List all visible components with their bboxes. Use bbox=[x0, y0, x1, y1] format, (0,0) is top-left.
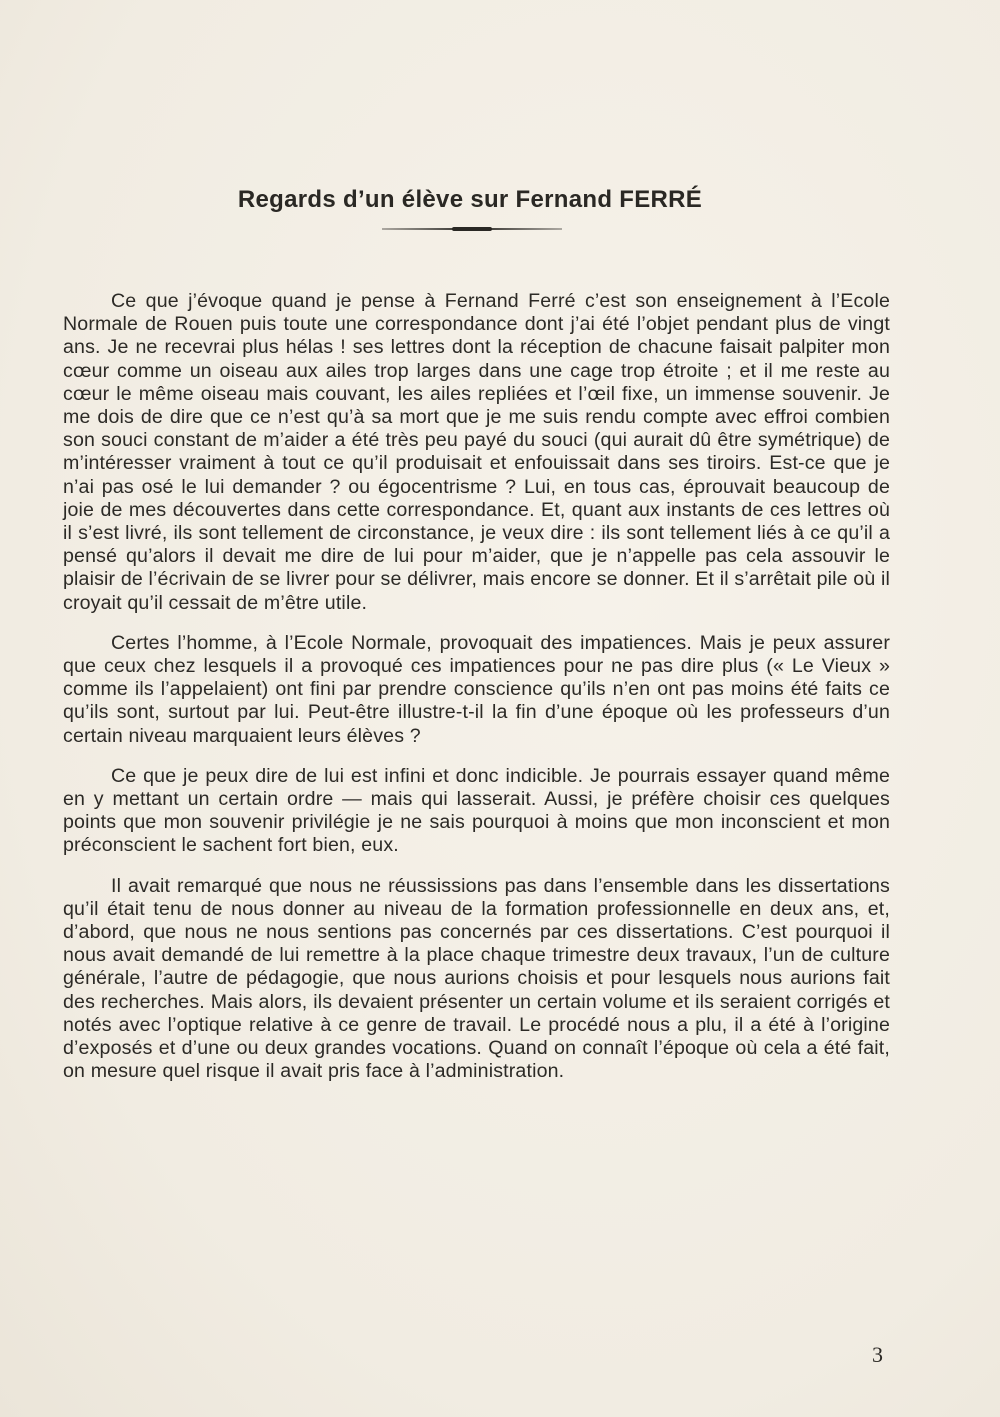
paragraph-2: Certes l’homme, à l’Ecole Normale, provoquait des impatiences. Mais je peux assurer que ceux chez lesquels il a provoqué ces impatiences pour ne pas dire plus (« Le Vieux » comme ils l’appelaient) ont fini par prendre conscience qu’ils n’en ont pas moins été faits ce qu’ils sont, surtout par lui. Peut-être illustre-t-il la fin d’une époque où les professeurs d’un certain niveau marquaient leurs élèves ? bbox=[63, 631, 890, 747]
paragraph-1: Ce que j’évoque quand je pense à Fernand Ferré c’est son enseignement à l’Ecole Normale de Rouen puis toute une correspondance dont j’ai été l’objet pendant plus de vingt ans. Je ne recevrai plus hélas ! ses lettres dont la réception de chacune faisait palpiter mon cœur comme un oiseau aux ailes trop larges dans une cage trop étroite ; et il me reste au cœur le même oiseau mais couvant, les ailes repliées et l’œil fixe, un immense souvenir. Je me dois de dire que ce n’est qu’à sa mort que je me suis rendu compte avec effroi combien son souci constant de m’aider a été très peu payé du souci (qui aurait dû être symétrique) de m’intéresser vraiment à tout ce qu’il produisait et enfouissait dans ses tiroirs. Est-ce que je n’ai pas osé le lui demander ? ou égocentrisme ? Lui, en tous cas, éprouvait beaucoup de joie de mes découvertes dans cette correspondance. Et, quant aux instants de ces lettres où il s’est livré, ils sont tellement de circonstance, je veux dire : ils sont tellement liés à ce qu’il a pensé qu’alors il devait me dire de lui pour m’aider, que je n’appelle pas cela assouvir le plaisir de l’écrivain de se livrer pour se délivrer, mais encore se donner. Et il s’arrêtait pile où il croyait qu’il cessait de m’être utile. bbox=[63, 290, 890, 614]
title-divider bbox=[382, 228, 562, 230]
article-body bbox=[63, 290, 890, 1101]
paragraph-3: Ce que je peux dire de lui est infini et donc indicible. Je pourrais essayer quand même en y mettant un certain ordre — mais qui lasserait. Aussi, je préfère choisir ces quelques points que mon souvenir privilégie je ne sais pourquoi à moins que mon inconscient et mon préconscient le sachent fort bien, eux. bbox=[63, 764, 890, 857]
paragraph-4: Il avait remarqué que nous ne réussissions pas dans l’ensemble dans les dissertations qu’il était tenu de nous donner au niveau de la formation professionnelle en deux ans, et, d’abord, que nous ne nous sentions pas concernés par ces dissertations. C’est pourquoi il nous avait demandé de lui remettre à la place chaque trimestre deux travaux, l’un de culture générale, l’autre de pédagogie, que nous aurions choisis et pour lesquels nous aurions fait des recherches. Mais alors, ils devaient présenter un certain volume et ils seraient corrigés et notés avec l’optique relative à ce genre de travail. Le procédé nous a plu, il a été à l’origine d’exposés et d’une ou deux grandes vocations. Quand on connaît l’époque où cela a été fait, on mesure quel risque il avait pris face à l’administration. bbox=[63, 874, 890, 1083]
page-number: 3 bbox=[872, 1342, 883, 1367]
page-title: Regards d’un élève sur Fernand FERRÉ bbox=[237, 186, 703, 214]
